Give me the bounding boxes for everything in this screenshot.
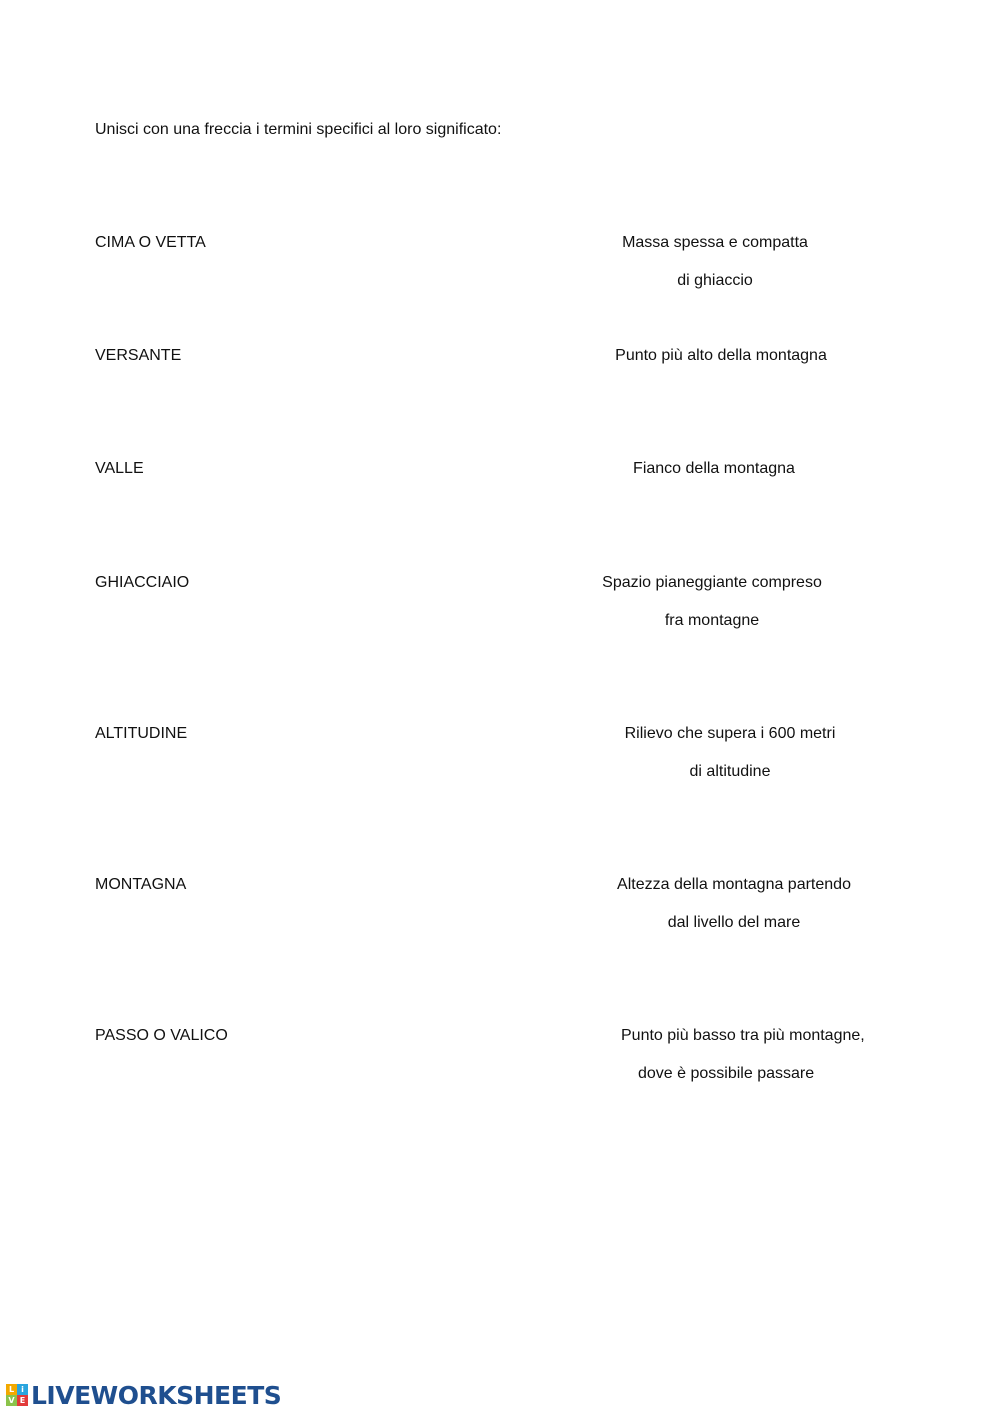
liveworksheets-logo-text: LIVEWORKSHEETS bbox=[31, 1380, 282, 1410]
definition-line: di altitudine bbox=[689, 763, 771, 780]
definition-line: Punto più alto della montagna bbox=[615, 347, 827, 364]
definition-line: di ghiaccio bbox=[677, 272, 753, 289]
definition-item[interactable] bbox=[590, 232, 840, 308]
definition-line: dove è possibile passare bbox=[638, 1065, 815, 1082]
term-versante[interactable]: VERSANTE bbox=[95, 347, 182, 364]
definition-line: Rilievo che supera i 600 metri bbox=[624, 725, 836, 742]
definition-line: fra montagne bbox=[664, 612, 760, 629]
logo-icon-tile: E bbox=[17, 1395, 28, 1406]
definition-line: Fianco della montagna bbox=[633, 460, 795, 477]
term-montagna[interactable]: MONTAGNA bbox=[95, 876, 187, 893]
logo-icon-tile: i bbox=[17, 1384, 28, 1395]
term-valle[interactable]: VALLE bbox=[95, 460, 144, 477]
definition-item[interactable] bbox=[590, 458, 838, 496]
definition-item[interactable] bbox=[590, 874, 878, 950]
liveworksheets-logo bbox=[6, 1381, 281, 1409]
definition-line: Altezza della montagna partendo bbox=[617, 876, 851, 893]
term-cima-o-vetta[interactable]: CIMA O VETTA bbox=[95, 234, 206, 251]
liveworksheets-logo-icon bbox=[6, 1384, 28, 1406]
definition-line: Punto più basso tra più montagne, bbox=[621, 1027, 865, 1044]
definition-line: dal livello del mare bbox=[667, 914, 801, 931]
term-altitudine[interactable]: ALTITUDINE bbox=[95, 725, 188, 742]
term-ghiacciaio[interactable]: GHIACCIAIO bbox=[95, 574, 190, 591]
definition-item[interactable] bbox=[600, 723, 860, 799]
definition-item[interactable] bbox=[600, 1025, 900, 1101]
definition-line: Massa spessa e compatta bbox=[622, 234, 808, 251]
definition-item[interactable] bbox=[590, 345, 852, 383]
logo-icon-tile: L bbox=[6, 1384, 17, 1395]
definition-line: Spazio pianeggiante compreso bbox=[602, 574, 822, 591]
logo-icon-tile: V bbox=[6, 1395, 17, 1406]
instruction-text: Unisci con una freccia i termini specifici al loro significato: bbox=[95, 121, 502, 138]
definition-item[interactable] bbox=[590, 572, 834, 648]
term-passo-o-valico[interactable]: PASSO O VALICO bbox=[95, 1027, 228, 1044]
